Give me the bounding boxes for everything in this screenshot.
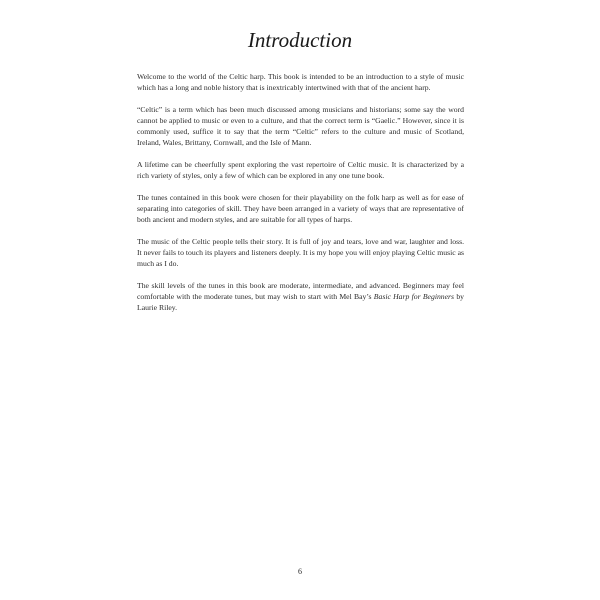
body-text xyxy=(137,71,464,324)
paragraph-skill-levels xyxy=(137,280,464,313)
paragraph-celtic-term: “Celtic” is a term which has been much discussed among musicians and historians; some say the word cannot be applied to music or even to a culture, and that the correct term is “Gaelic.” However, since it is commonly used, suffice it to say that the term “Celtic” refers to the culture and music of Scotland, Ireland, Wales, Brittany, Cornwall, and the Isle of Mann. xyxy=(137,105,464,147)
page-number: 6 xyxy=(298,567,302,576)
skill-text-before: The skill levels of the tunes in this book are moderate, intermediate, and advanced. Beginners may feel comfortable with the moderate tunes, but may wish to start with Mel Bay’s xyxy=(137,281,464,301)
paragraph-story: The music of the Celtic people tells their story. It is full of joy and tears, love and war, laughter and loss. It never fails to touch its players and listeners deeply. It is my hope you will enjoy playing Celtic music as much as I do. xyxy=(137,237,464,268)
paragraph-tunes: The tunes contained in this book were chosen for their playability on the folk harp as well as for ease of separating into categories of skill. They have been arranged in a variety of ways that are representative of both ancient and modern styles, and are suitable for all types of harps. xyxy=(137,193,464,224)
page-title: Introduction xyxy=(247,28,353,52)
skill-text-after: by Laurie Riley. xyxy=(137,292,465,312)
paragraph-lifetime: A lifetime can be cheerfully spent exploring the vast repertoire of Celtic music. It is characterized by a rich variety of styles, only a few of which can be explored in any one tune book. xyxy=(137,160,464,180)
book-title-reference: Basic Harp for Beginners xyxy=(373,292,455,301)
paragraph-welcome: Welcome to the world of the Celtic harp. This book is intended to be an introduction to a style of music which has a long and noble history that is inextricably intertwined with that of the ancient harp. xyxy=(137,72,464,92)
